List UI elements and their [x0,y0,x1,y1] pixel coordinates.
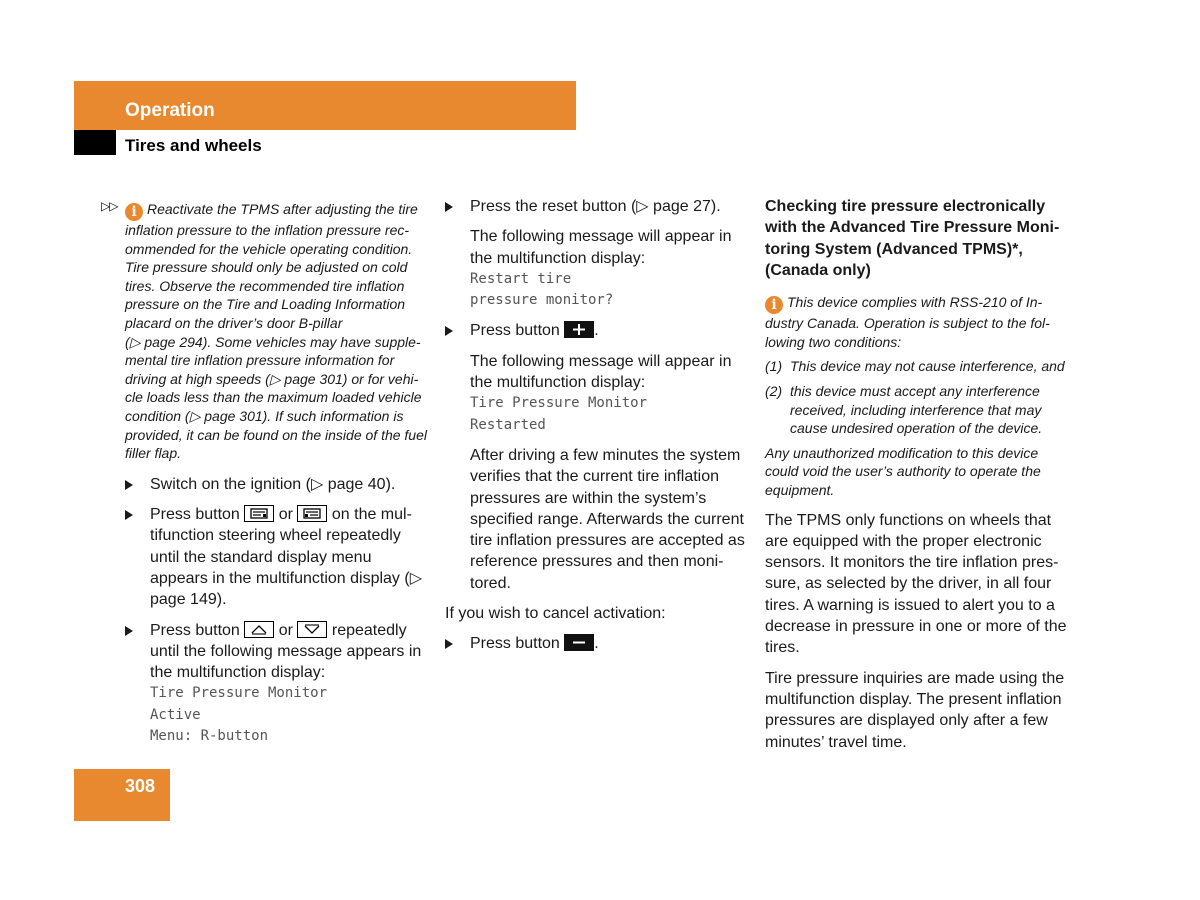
step-press-minus: Press button . [445,633,747,654]
note-line: condition (▷ page 301). If such information is [125,407,404,424]
step-text: or [278,506,293,524]
bullet-triangle-icon [125,510,133,520]
bullet-triangle-icon [445,639,453,649]
column-1 [125,196,427,756]
plus-key-icon [564,321,594,338]
unauthorized-modification-note: Any unauthorized modification to this device could void the user’s authority to operate the equipment. [765,444,1041,498]
note-line: (▷ page 294). Some vehicles may have supple- [125,333,421,350]
display-message-line: Active [150,706,201,723]
note-line: pressure on the Tire and Loading Information [125,296,406,313]
step-text: tifunction steering wheel repeatedly until the standard display menu appears in the multifunction display (▷ page 149). [150,527,422,609]
bullet-triangle-icon [445,326,453,336]
info-text: This device complies with RSS-210 of In-dustry Canada. Operation is subject to the fol-lowing two conditions: [765,294,1050,350]
subsection-title: Tires and wheels [125,136,262,155]
note-line: mental tire inflation pressure information for [125,352,395,369]
note-line: provided, it can be found on the inside of the fuel [125,426,427,443]
bullet-triangle-icon [125,480,133,490]
message-intro: The following message will appear in the multifunction display: [470,352,732,392]
step-switch-ignition [125,474,427,495]
condition-number: (2) [765,382,783,399]
note-line: Reactivate the TPMS after adjusting the tire [147,201,418,217]
tpms-inquiry-paragraph: Tire pressure inquiries are made using the multifunction display. The present inflation pressures are displayed only after a few minutes’ travel time. [765,669,1065,751]
info-icon: i [125,203,143,221]
display-message-line: Restarted [470,416,546,433]
note-line: cle loads less than the maximum loaded vehicle [125,389,422,406]
step-text: on the mul- [331,506,412,524]
scroll-up-key-icon [244,621,274,638]
note-line: filler flap. [125,445,182,462]
step-press-page-buttons [125,504,427,610]
display-message-line: Tire Pressure Monitor [150,685,328,702]
section-title: Operation [125,100,215,121]
canada-info-note [765,293,1070,351]
page-number-box [74,769,170,821]
bullet-triangle-icon [445,202,453,212]
bullet-triangle-icon [125,626,133,636]
condition-2 [765,382,1070,438]
display-message-block [445,226,747,311]
step-text: until the following message appears in the multifunction display: [150,642,422,682]
message-intro: The following message will appear in the multifunction display: [470,228,732,267]
note-line: tires. Observe the recommended tire inflation [125,277,405,294]
step-text: Press button [150,621,240,639]
condition-text: This device may not cause interference, and [790,358,1065,375]
display-message-line: pressure monitor? [470,292,614,309]
condition-number: (1) [765,358,783,375]
step-press-plus: Press button . [445,320,747,341]
display-message-line: Menu: R-button [150,727,269,744]
step-text: Switch on the ignition (▷ page 40). [150,475,396,493]
step-press-reset [445,196,747,217]
continuation-arrows-icon: ▷▷ [101,199,118,213]
step-text: Press button [470,635,560,653]
minus-key-icon [564,634,594,651]
advanced-tpms-heading: Checking tire pressure electronically with the Advanced Tire Pressure Moni-toring System (Advanced TPMS)*, (Canada only) [765,198,1060,279]
display-message-block [445,351,747,436]
info-icon: i [765,296,783,314]
page-forward-key-icon [244,505,274,522]
step-text: or [278,621,293,639]
condition-1 [765,357,1070,376]
page-back-key-icon [297,505,327,522]
display-message-line: Restart tire [470,270,572,287]
note-line: Tire pressure should only be adjusted on cold [125,259,408,276]
step-text: Press button [470,322,560,340]
step-text: Press the reset button (▷ page 27). [470,198,721,215]
tpms-function-paragraph: The TPMS only functions on wheels that are equipped with the proper electronic sensors. It monitors the tire inflation pres-sure, as selected by the driver, in all four tires. A warning is issued to alert you to a decrease in pressure in one or more of the tires. [765,511,1067,657]
note-line: driving at high speeds (▷ page 301) or for vehi- [125,370,419,387]
after-driving-paragraph: After driving a few minutes the system verifies that the current tire inflation pressures are within the system’s specified range. Afterwards the current tire inflation pressures are accepted as reference pressures and then moni-tored. [470,446,745,592]
subsection-marker [74,130,116,155]
condition-text: this device must accept any interference received, including interference that may cause undesired operation of the device. [790,382,1043,437]
note-line: inflation pressure to the inflation pressure rec- [125,222,410,238]
display-message-line: Tire Pressure Monitor [470,395,648,412]
step-text: Press button [150,506,240,524]
scroll-down-key-icon [297,621,327,638]
step-press-scroll-buttons [125,620,427,748]
tpms-note [125,200,427,463]
cancel-intro: If you wish to cancel activation: [445,605,666,623]
step-text: repeatedly [331,621,407,639]
note-line: placard on the driver’s door B-pillar [125,314,343,331]
column-2 [445,196,747,664]
note-line: ommended for the vehicle operating condition. [125,240,413,257]
page-number: 308 [125,776,156,796]
column-3 [765,196,1070,762]
